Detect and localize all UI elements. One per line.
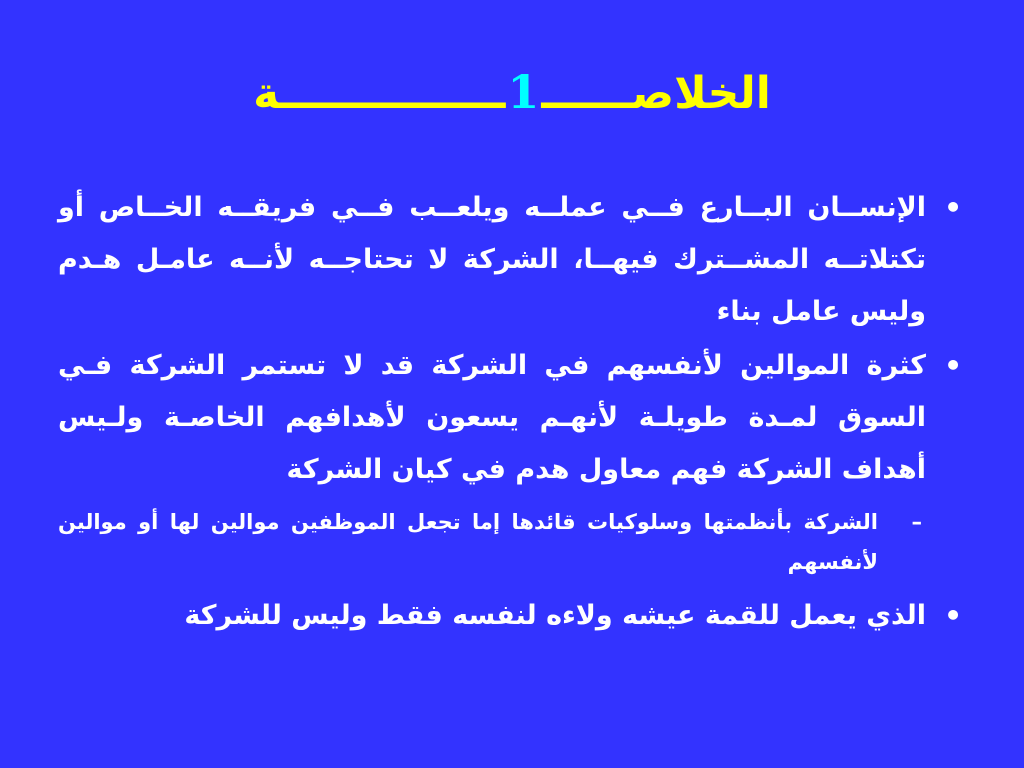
bullet-text: الإنســان البــارع فــي عملــه ويلعــب فــي فريقــه الخــاص أو تكتلاتــه المشــترك فيهــا، الشركة لا تحتاجــه لأنــه عامـل هـدم وليس عامل بناء: [58, 192, 926, 327]
bullet-item: [58, 590, 970, 642]
title-number: 1: [507, 65, 540, 119]
bullet-marker: •: [944, 599, 962, 632]
sub-bullet-marker: –: [911, 510, 922, 534]
bullet-item: [58, 340, 970, 496]
bullet-marker: •: [944, 191, 962, 224]
bullet-text: كثرة الموالين لأنفسهم في الشركة قد لا تستمر الشركة فـي السوق لمـدة طويلـة لأنهـم يسعون لأهدافهم الخاصـة ولـيس أهداف الشركة فهم معاول هدم في كيان الشركة: [58, 350, 926, 485]
slide-content: [58, 182, 970, 642]
slide-title: [0, 52, 1024, 134]
bullet-item: [58, 182, 970, 338]
bullet-marker: •: [944, 349, 962, 382]
title-text-end: ـــــــــــــــة: [253, 68, 506, 119]
sub-bullet-item: [58, 502, 970, 582]
bullet-text: الذي يعمل للقمة عيشه ولاءه لنفسه فقط وليس للشركة: [184, 600, 926, 631]
title-text-start: الخلاصــــــ: [541, 68, 771, 119]
sub-bullet-text: الشركة بأنظمتها وسلوكيات قائدها إما تجعل الموظفين موالين لها أو موالين لأنفسهم: [58, 510, 878, 574]
